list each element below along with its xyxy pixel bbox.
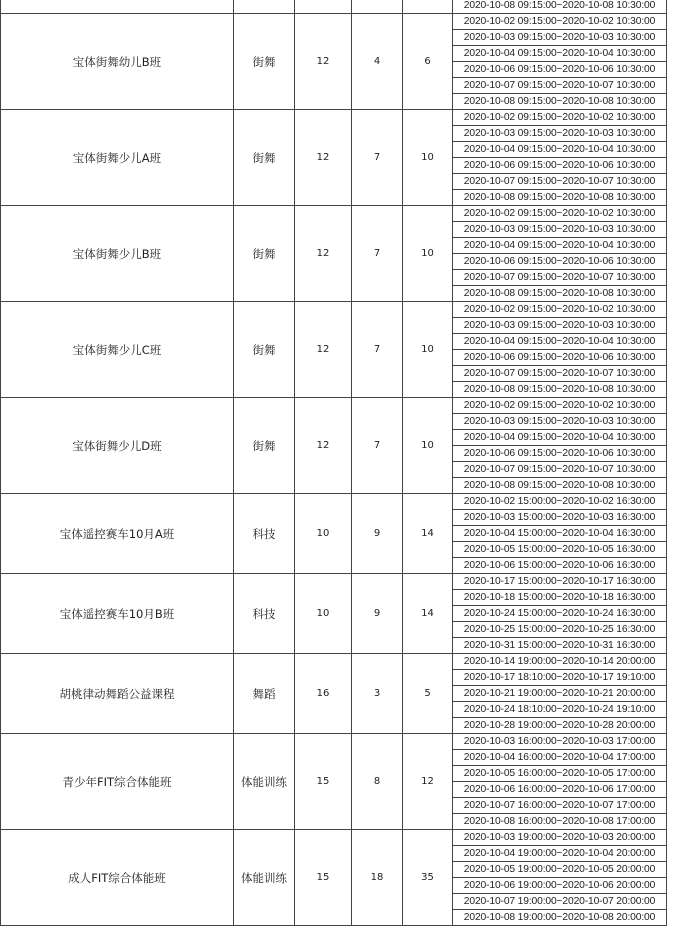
category-cell: 街舞 [234,110,295,206]
count-b-cell: 9 [352,494,403,574]
table-row [1,14,667,110]
schedule-time: 2020-10-03 09:15:00~2020-10-03 10:30:00 [453,222,666,238]
schedule-time: 2020-10-04 09:15:00~2020-10-04 10:30:00 [453,430,666,446]
schedule-time: 2020-10-07 09:15:00~2020-10-07 10:30:00 [453,270,666,286]
capacity-cell: 10 [295,494,352,574]
schedule-time: 2020-10-06 15:00:00~2020-10-06 16:30:00 [463,560,656,571]
class-name-cell: 宝体遥控赛车10月A班 [1,494,234,574]
capacity-cell: 15 [295,734,352,830]
schedule-time: 2020-10-03 09:15:00~2020-10-03 10:30:00 [453,126,666,142]
schedule-time: 2020-10-04 09:15:00~2020-10-04 10:30:00 [453,238,666,254]
table-row [1,734,667,830]
schedule-times-cell [453,494,667,574]
class-name-cell: 青少年FIT综合体能班 [1,734,234,830]
schedule-time: 2020-10-04 15:00:00~2020-10-04 16:30:00 [453,526,666,542]
schedule-times-cell [453,398,667,494]
count-b-cell: 7 [352,302,403,398]
table-row [1,206,667,302]
count-c-cell: 35 [403,830,453,926]
schedule-time: 2020-10-05 15:00:00~2020-10-05 16:30:00 [453,542,666,558]
schedule-time: 2020-10-08 09:15:00~2020-10-08 10:30:00 [463,96,656,107]
count-b-cell: 3 [352,654,403,734]
table-row [1,110,667,206]
schedule-time: 2020-10-25 15:00:00~2020-10-25 16:30:00 [453,622,666,638]
category-cell: 科技 [234,574,295,654]
class-name-cell [1,0,234,14]
schedule-time: 2020-10-08 09:15:00~2020-10-08 10:30:00 [463,480,656,491]
schedule-time: 2020-10-02 15:00:00~2020-10-02 16:30:00 [453,494,666,510]
schedule-time: 2020-10-08 19:00:00~2020-10-08 20:00:00 [463,912,656,923]
table-row [1,654,667,734]
class-name-cell: 宝体街舞幼儿B班 [1,14,234,110]
category-cell: 街舞 [234,14,295,110]
schedule-time: 2020-10-31 15:00:00~2020-10-31 16:30:00 [463,640,656,651]
schedule-time: 2020-10-03 09:15:00~2020-10-03 10:30:00 [453,30,666,46]
schedule-time: 2020-10-08 09:15:00~2020-10-08 10:30:00 [463,0,656,11]
count-c-cell: 14 [403,574,453,654]
count-c-cell: 10 [403,110,453,206]
schedule-time: 2020-10-28 19:00:00~2020-10-28 20:00:00 [463,720,656,731]
count-b-cell: 7 [352,398,403,494]
schedule-time: 2020-10-02 09:15:00~2020-10-02 10:30:00 [453,206,666,222]
table-row [1,494,667,574]
class-name-cell: 宝体街舞少儿C班 [1,302,234,398]
class-name-cell: 宝体遥控赛车10月B班 [1,574,234,654]
table-row [1,398,667,494]
schedule-time: 2020-10-07 09:15:00~2020-10-07 10:30:00 [453,174,666,190]
schedule-time: 2020-10-08 09:15:00~2020-10-08 10:30:00 [463,288,656,299]
schedule-time: 2020-10-04 09:15:00~2020-10-04 10:30:00 [453,46,666,62]
schedule-time: 2020-10-03 09:15:00~2020-10-03 10:30:00 [453,414,666,430]
schedule-time: 2020-10-05 16:00:00~2020-10-05 17:00:00 [453,766,666,782]
count-c-cell: 6 [403,14,453,110]
count-b-cell: 18 [352,830,403,926]
schedule-time: 2020-10-05 19:00:00~2020-10-05 20:00:00 [453,862,666,878]
table-row [1,830,667,926]
count-b-cell: 7 [352,206,403,302]
count-c-cell: 10 [403,302,453,398]
schedule-time: 2020-10-03 16:00:00~2020-10-03 17:00:00 [453,734,666,750]
category-cell: 体能训练 [234,830,295,926]
count-cell [352,0,403,14]
schedule-time: 2020-10-08 09:15:00~2020-10-08 10:30:00 [463,384,656,395]
schedule-time: 2020-10-03 09:15:00~2020-10-03 10:30:00 [453,318,666,334]
count-cell [403,0,453,14]
schedule-times-cell [453,654,667,734]
schedule-time: 2020-10-17 18:10:00~2020-10-17 19:10:00 [453,670,666,686]
class-name-cell: 宝体街舞少儿A班 [1,110,234,206]
capacity-cell: 12 [295,398,352,494]
count-c-cell: 12 [403,734,453,830]
schedule-time: 2020-10-07 19:00:00~2020-10-07 20:00:00 [453,894,666,910]
schedule-time: 2020-10-07 09:15:00~2020-10-07 10:30:00 [453,78,666,94]
schedule-time: 2020-10-14 19:00:00~2020-10-14 20:00:00 [453,654,666,670]
schedule-time: 2020-10-04 16:00:00~2020-10-04 17:00:00 [453,750,666,766]
category-cell: 街舞 [234,302,295,398]
capacity-cell: 10 [295,574,352,654]
category-cell: 科技 [234,494,295,574]
count-b-cell: 7 [352,110,403,206]
table-row-partial [1,0,667,14]
schedule-time: 2020-10-06 09:15:00~2020-10-06 10:30:00 [453,158,666,174]
category-cell: 街舞 [234,206,295,302]
schedule-time: 2020-10-02 09:15:00~2020-10-02 10:30:00 [453,302,666,318]
schedule-times-cell [453,734,667,830]
count-b-cell: 9 [352,574,403,654]
category-cell [234,0,295,14]
schedule-time: 2020-10-18 15:00:00~2020-10-18 16:30:00 [453,590,666,606]
schedule-time: 2020-10-24 15:00:00~2020-10-24 16:30:00 [453,606,666,622]
schedule-time: 2020-10-04 09:15:00~2020-10-04 10:30:00 [453,142,666,158]
schedule-times-cell [453,110,667,206]
schedule-times-cell [453,206,667,302]
category-cell: 街舞 [234,398,295,494]
schedule-time: 2020-10-06 09:15:00~2020-10-06 10:30:00 [453,350,666,366]
schedule-time: 2020-10-21 19:00:00~2020-10-21 20:00:00 [453,686,666,702]
schedule-time: 2020-10-06 19:00:00~2020-10-06 20:00:00 [453,878,666,894]
schedule-time: 2020-10-06 09:15:00~2020-10-06 10:30:00 [453,62,666,78]
table-row [1,302,667,398]
capacity-cell: 15 [295,830,352,926]
schedule-time: 2020-10-06 09:15:00~2020-10-06 10:30:00 [453,446,666,462]
capacity-cell: 12 [295,14,352,110]
count-b-cell: 4 [352,14,403,110]
schedule-time: 2020-10-08 16:00:00~2020-10-08 17:00:00 [463,816,656,827]
category-cell: 舞蹈 [234,654,295,734]
schedule-times-cell [453,14,667,110]
class-name-cell: 胡桃律动舞蹈公益课程 [1,654,234,734]
schedule-time: 2020-10-24 18:10:00~2020-10-24 19:10:00 [453,702,666,718]
count-c-cell: 14 [403,494,453,574]
count-c-cell: 5 [403,654,453,734]
schedule-times-cell [453,302,667,398]
capacity-cell: 12 [295,302,352,398]
schedule-time: 2020-10-06 09:15:00~2020-10-06 10:30:00 [453,254,666,270]
schedule-time: 2020-10-03 15:00:00~2020-10-03 16:30:00 [453,510,666,526]
class-name-cell: 成人FIT综合体能班 [1,830,234,926]
schedule-time: 2020-10-07 16:00:00~2020-10-07 17:00:00 [453,798,666,814]
capacity-cell: 12 [295,110,352,206]
schedule-time: 2020-10-02 09:15:00~2020-10-02 10:30:00 [453,14,666,30]
schedule-times-cell [453,0,667,14]
class-name-cell: 宝体街舞少儿D班 [1,398,234,494]
count-c-cell: 10 [403,206,453,302]
schedule-times-cell [453,830,667,926]
schedule-time: 2020-10-07 09:15:00~2020-10-07 10:30:00 [453,366,666,382]
schedule-times-cell [453,574,667,654]
schedule-time: 2020-10-03 19:00:00~2020-10-03 20:00:00 [453,830,666,846]
table-row [1,574,667,654]
class-name-cell: 宝体街舞少儿B班 [1,206,234,302]
capacity-cell: 16 [295,654,352,734]
schedule-time: 2020-10-07 09:15:00~2020-10-07 10:30:00 [453,462,666,478]
capacity-cell: 12 [295,206,352,302]
schedule-time: 2020-10-06 16:00:00~2020-10-06 17:00:00 [453,782,666,798]
schedule-time: 2020-10-04 19:00:00~2020-10-04 20:00:00 [453,846,666,862]
count-cell [295,0,352,14]
count-c-cell: 10 [403,398,453,494]
schedule-time: 2020-10-04 09:15:00~2020-10-04 10:30:00 [453,334,666,350]
schedule-time: 2020-10-02 09:15:00~2020-10-02 10:30:00 [453,398,666,414]
schedule-time: 2020-10-17 15:00:00~2020-10-17 16:30:00 [453,574,666,590]
count-b-cell: 8 [352,734,403,830]
category-cell: 体能训练 [234,734,295,830]
schedule-time: 2020-10-08 09:15:00~2020-10-08 10:30:00 [463,192,656,203]
schedule-time: 2020-10-02 09:15:00~2020-10-02 10:30:00 [453,110,666,126]
